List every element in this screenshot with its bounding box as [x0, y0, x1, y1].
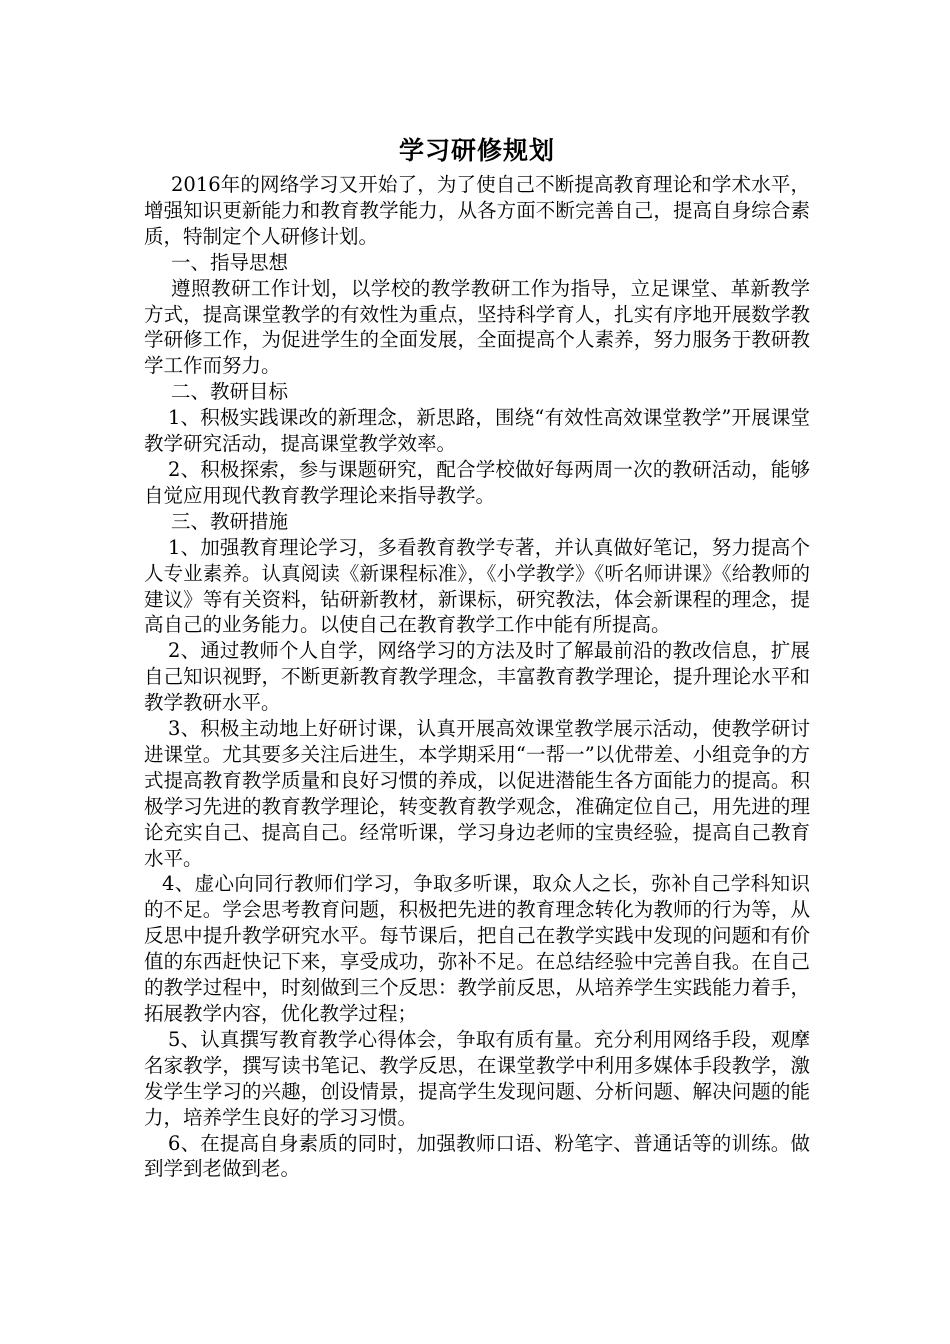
- measure-item-2: 2、通过教师个人自学，网络学习的方法及时了解最前沿的教改信息，扩展自己知识视野，不断更新教育教学理念，丰富教育教学理论，提升理论水平和教学教研水平。: [144, 639, 810, 715]
- intro-paragraph: 2016年的网络学习又开始了，为了使自己不断提高教育理论和学术水平，增强知识更新能力和教育教学能力，从各方面不断完善自己，提高自身综合素质，特制定个人研修计划。: [144, 173, 810, 248]
- section-body-guiding-ideology: 遵照教研工作计划，以学校的教学教研工作为指导，立足课堂、革新教学方式，提高课堂教学的有效性为重点，坚持科学育人，扎实有序地开展数学教学研修工作，为促进学生的全面发展，全面提高个人素养，努力服务于教研教学工作而努力。: [144, 276, 810, 378]
- section-heading-research-goals: 二、教研目标: [171, 380, 289, 404]
- measure-item-4: 4、虚心向同行教师们学习，争取多听课，取众人之长，弥补自己学科知识的不足。学会思考教育问题，积极把先进的教育理念转化为教师的行为等，从反思中提升教学研究水平。每节课后，把自己在教学实践中发现的问题和有价值的东西赶快记下来，享受成功，弥补不足。在总结经验中完善自我。在自己的教学过程中，时刻做到三个反思：教学前反思，从培养学生实践能力着手，拓展教学内容，优化教学过程；: [144, 872, 810, 1025]
- section-heading-research-measures: 三、教研措施: [171, 509, 289, 533]
- document-page: [144, 131, 810, 1182]
- section-heading-guiding-ideology: 一、指导思想: [171, 250, 289, 274]
- goal-item-1: 1、积极实践课改的新理念，新思路，围绕“有效性高效课堂教学”开展课堂教学研究活动，提高课堂教学效率。: [144, 406, 810, 456]
- document-title: 学习研修规划: [398, 136, 555, 165]
- measure-item-5: 5、认真撰写教育教学心得体会，争取有质有量。充分利用网络手段，观摩名家教学，撰写读书笔记、教学反思，在课堂教学中利用多媒体手段教学，激发学生学习的兴趣，创设情景，提高学生发现问题、分析问题、解决问题的能力，培养学生良好的学习习惯。: [144, 1027, 810, 1129]
- measure-item-1: 1、加强教育理论学习，多看教育教学专著，并认真做好笔记，努力提高个人专业素养。认真阅读《新课程标准》，《小学教学》《听名师讲课》《给教师的建议》等有关资料，钻研新教材，新课标，研究教法，体会新课程的理念，提高自己的业务能力。以使自己在教育教学工作中能有所提高。: [144, 535, 810, 637]
- measure-item-3: 3、积极主动地上好研讨课，认真开展高效课堂教学展示活动，使教学研讨进课堂。尤其要多关注后进生，本学期采用“一帮一”以优带差、小组竞争的方式提高教育教学质量和良好习惯的养成，以促进潜能生各方面能力的提高。积极学习先进的教育教学理论，转变教育教学观念，准确定位自己，用先进的理论充实自己、提高自己。经常听课，学习身边老师的宝贵经验，提高自己教育水平。: [144, 717, 810, 870]
- measure-item-6: 6、在提高自身素质的同时，加强教师口语、粉笔字、普通话等的训练。做到学到老做到老。: [144, 1131, 810, 1181]
- goal-item-2: 2、积极探索，参与课题研究，配合学校做好每两周一次的教研活动，能够自觉应用现代教育教学理论来指导教学。: [144, 457, 810, 507]
